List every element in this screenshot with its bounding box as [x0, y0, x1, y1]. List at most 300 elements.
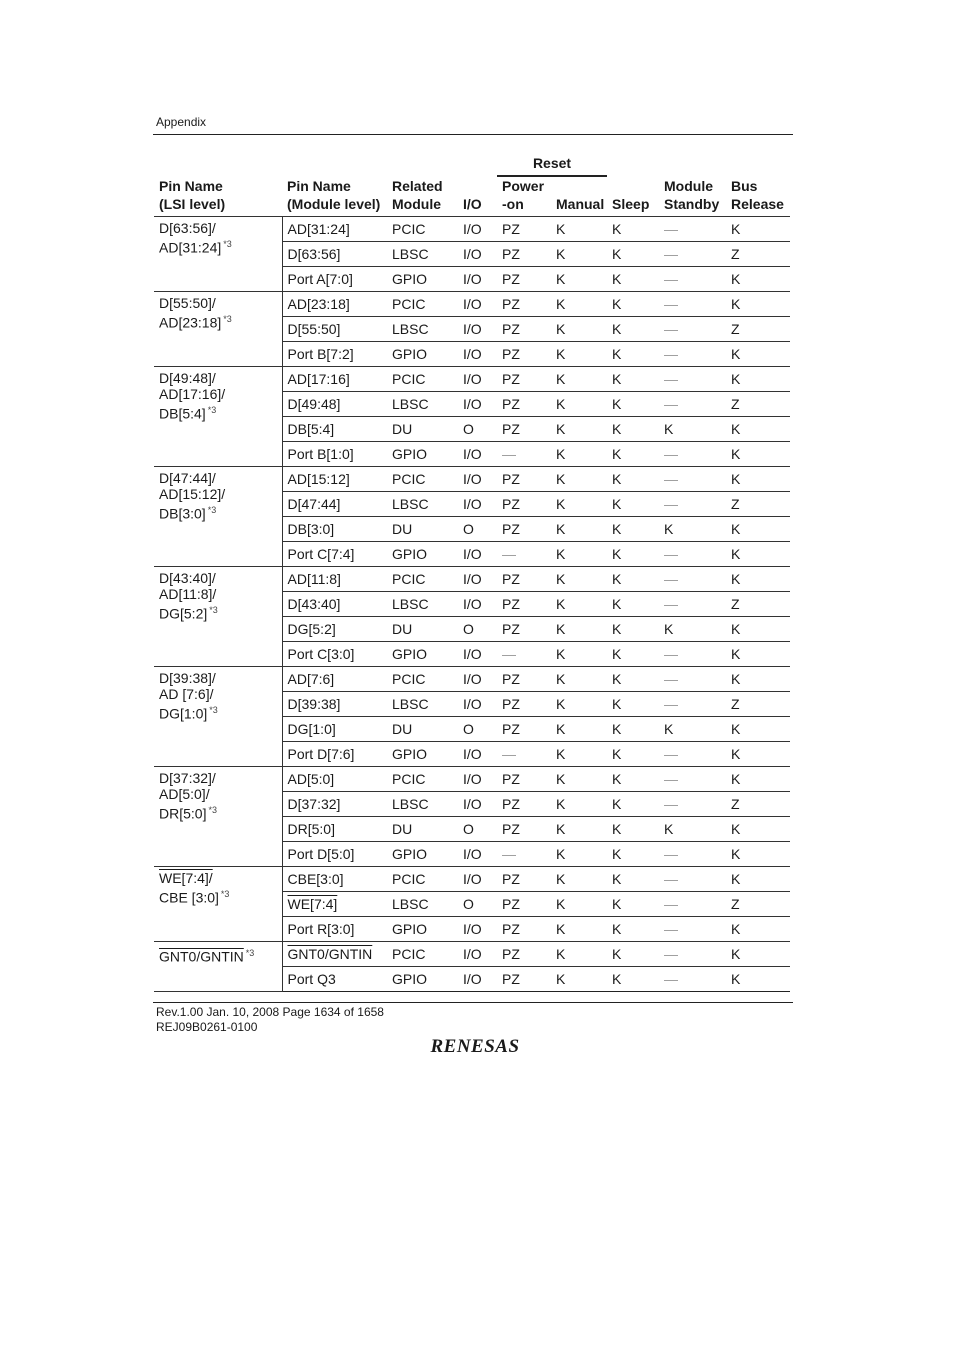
io-cell: I/O [458, 917, 497, 942]
power-on-cell: PZ [497, 217, 551, 242]
power-on-cell: — [497, 542, 551, 567]
sleep-cell: K [607, 267, 659, 292]
power-on-cell: — [497, 742, 551, 767]
reset-group-header: Reset [497, 154, 607, 177]
related-module-cell: GPIO [387, 542, 458, 567]
io-cell: I/O [458, 442, 497, 467]
module-standby-cell: — [659, 367, 726, 392]
col-io: I/O [458, 177, 497, 217]
related-module-cell: LBSC [387, 692, 458, 717]
pin-lsi-cell [154, 217, 282, 292]
pin-module-cell: CBE[3:0] [282, 867, 387, 892]
sleep-cell: K [607, 717, 659, 742]
io-cell: I/O [458, 492, 497, 517]
module-standby-cell: — [659, 267, 726, 292]
related-module-cell: LBSC [387, 242, 458, 267]
footnote-marker: *3 [207, 405, 217, 415]
sleep-cell: K [607, 292, 659, 317]
pin-lsi-line: AD [7:6]/ [159, 686, 214, 702]
sleep-cell: K [607, 317, 659, 342]
io-cell: I/O [458, 217, 497, 242]
power-on-cell: — [497, 442, 551, 467]
sleep-cell: K [607, 642, 659, 667]
sleep-cell: K [607, 342, 659, 367]
io-cell: I/O [458, 542, 497, 567]
power-on-cell: PZ [497, 317, 551, 342]
related-module-cell: GPIO [387, 967, 458, 992]
manual-cell: K [551, 792, 607, 817]
pin-lsi-line: AD[15:12]/ [159, 486, 226, 502]
module-standby-cell: — [659, 942, 726, 967]
sleep-cell: K [607, 792, 659, 817]
power-on-cell: PZ [497, 292, 551, 317]
manual-cell: K [551, 717, 607, 742]
io-cell: I/O [458, 467, 497, 492]
manual-cell: K [551, 742, 607, 767]
power-on-cell: PZ [497, 267, 551, 292]
manual-cell: K [551, 467, 607, 492]
module-standby-cell: — [659, 492, 726, 517]
pin-lsi-line: D[47:44]/ [159, 470, 216, 486]
power-on-cell: PZ [497, 792, 551, 817]
table-row [154, 292, 790, 317]
manual-cell: K [551, 417, 607, 442]
io-cell: O [458, 892, 497, 917]
module-standby-cell: — [659, 967, 726, 992]
bus-release-cell: K [726, 842, 790, 867]
bus-release-cell: Z [726, 792, 790, 817]
footnote-marker: *3 [245, 948, 255, 958]
related-module-cell: PCIC [387, 667, 458, 692]
pin-function-table [154, 154, 790, 992]
related-module-cell: LBSC [387, 317, 458, 342]
sleep-cell: K [607, 917, 659, 942]
power-on-cell: PZ [497, 417, 551, 442]
module-standby-cell: — [659, 792, 726, 817]
module-standby-cell: K [659, 617, 726, 642]
sleep-cell: K [607, 492, 659, 517]
power-on-cell: PZ [497, 592, 551, 617]
bus-release-cell: Z [726, 317, 790, 342]
pin-module-cell: AD[17:16] [282, 367, 387, 392]
manual-cell: K [551, 392, 607, 417]
pin-lsi-cell [154, 467, 282, 567]
related-module-cell: LBSC [387, 792, 458, 817]
io-cell: I/O [458, 292, 497, 317]
footer [156, 1005, 384, 1035]
related-module-cell: DU [387, 617, 458, 642]
io-cell: I/O [458, 842, 497, 867]
power-on-cell: PZ [497, 567, 551, 592]
manual-cell: K [551, 617, 607, 642]
bus-release-cell: Z [726, 692, 790, 717]
pin-lsi-line: DG[5:2] [159, 605, 208, 622]
footnote-marker: *3 [209, 705, 218, 715]
manual-cell: K [551, 242, 607, 267]
power-on-cell: PZ [497, 942, 551, 967]
module-standby-cell: — [659, 442, 726, 467]
header-row-reset [154, 154, 790, 177]
pin-module-cell: AD[15:12] [282, 467, 387, 492]
pin-module-cell: Port R[3:0] [282, 917, 387, 942]
pin-lsi-line: AD[23:18] [159, 314, 222, 331]
bus-release-cell: Z [726, 242, 790, 267]
bus-release-cell: K [726, 667, 790, 692]
module-standby-cell: K [659, 717, 726, 742]
pin-lsi-cell [154, 942, 282, 992]
table-row [154, 667, 790, 692]
pin-module-cell: Port B[1:0] [282, 442, 387, 467]
module-standby-cell: — [659, 342, 726, 367]
bus-release-cell: K [726, 767, 790, 792]
power-on-cell: — [497, 642, 551, 667]
pin-lsi-cell [154, 767, 282, 867]
io-cell: O [458, 817, 497, 842]
table-row [154, 567, 790, 592]
manual-cell: K [551, 817, 607, 842]
manual-cell: K [551, 292, 607, 317]
pin-module-cell: Port C[7:4] [282, 542, 387, 567]
pin-module-cell: GNT0/GNTIN [282, 942, 387, 967]
related-module-cell: PCIC [387, 367, 458, 392]
manual-cell: K [551, 642, 607, 667]
sleep-cell: K [607, 567, 659, 592]
io-cell: I/O [458, 367, 497, 392]
manual-cell: K [551, 542, 607, 567]
sleep-cell: K [607, 467, 659, 492]
pin-lsi-line: DR[5:0] [159, 805, 207, 822]
footer-document-number: REJ09B0261-0100 [156, 1020, 258, 1034]
related-module-cell: DU [387, 517, 458, 542]
pin-module-cell: DB[5:4] [282, 417, 387, 442]
footer-rule [153, 1002, 793, 1003]
pin-lsi-line: DG[1:0] [159, 705, 208, 722]
pin-module-cell: AD[23:18] [282, 292, 387, 317]
io-cell: I/O [458, 767, 497, 792]
sleep-cell: K [607, 667, 659, 692]
module-standby-cell: — [659, 392, 726, 417]
pin-module-cell: Port C[3:0] [282, 642, 387, 667]
table-row [154, 767, 790, 792]
manual-cell: K [551, 317, 607, 342]
sleep-cell: K [607, 442, 659, 467]
power-on-cell: PZ [497, 867, 551, 892]
io-cell: I/O [458, 792, 497, 817]
bus-release-cell: Z [726, 892, 790, 917]
module-standby-cell: — [659, 767, 726, 792]
related-module-cell: DU [387, 417, 458, 442]
manual-cell: K [551, 492, 607, 517]
related-module-cell: LBSC [387, 392, 458, 417]
pin-lsi-line: D[63:56]/ [159, 220, 216, 236]
bus-release-cell: Z [726, 592, 790, 617]
bus-release-cell: K [726, 967, 790, 992]
footnote-marker: *3 [208, 805, 217, 815]
header-rule [153, 134, 793, 135]
module-standby-cell: — [659, 642, 726, 667]
pin-module-cell: WE[7:4] [282, 892, 387, 917]
pin-lsi-cell [154, 667, 282, 767]
related-module-cell: LBSC [387, 892, 458, 917]
pin-module-cell: D[55:50] [282, 317, 387, 342]
bus-release-cell: K [726, 617, 790, 642]
io-cell: O [458, 417, 497, 442]
col-bus-release: Bus Release [726, 177, 790, 217]
related-module-cell: GPIO [387, 442, 458, 467]
module-standby-cell: — [659, 567, 726, 592]
related-module-cell: PCIC [387, 467, 458, 492]
power-on-cell: PZ [497, 717, 551, 742]
power-on-cell: — [497, 842, 551, 867]
manual-cell: K [551, 842, 607, 867]
io-cell: I/O [458, 392, 497, 417]
pin-module-cell: Port B[7:2] [282, 342, 387, 367]
power-on-cell: PZ [497, 817, 551, 842]
bus-release-cell: K [726, 942, 790, 967]
io-cell: O [458, 517, 497, 542]
table-row [154, 467, 790, 492]
module-standby-cell: K [659, 417, 726, 442]
module-standby-cell: — [659, 217, 726, 242]
related-module-cell: PCIC [387, 567, 458, 592]
pin-lsi-line: AD[5:0]/ [159, 786, 210, 802]
table-body [154, 217, 790, 992]
power-on-cell: PZ [497, 392, 551, 417]
pin-lsi-cell [154, 867, 282, 942]
module-standby-cell: — [659, 317, 726, 342]
bus-release-cell: Z [726, 492, 790, 517]
pin-lsi-cell [154, 367, 282, 467]
pin-module-cell: D[49:48] [282, 392, 387, 417]
io-cell: I/O [458, 342, 497, 367]
pin-module-cell: DG[1:0] [282, 717, 387, 742]
module-standby-cell: — [659, 892, 726, 917]
sleep-cell: K [607, 892, 659, 917]
col-manual: Manual [551, 177, 607, 217]
bus-release-cell: K [726, 742, 790, 767]
power-on-cell: PZ [497, 767, 551, 792]
sleep-cell: K [607, 242, 659, 267]
module-standby-cell: K [659, 817, 726, 842]
bus-release-cell: K [726, 292, 790, 317]
sleep-cell: K [607, 817, 659, 842]
related-module-cell: PCIC [387, 942, 458, 967]
bus-release-cell: K [726, 867, 790, 892]
table-row [154, 867, 790, 892]
power-on-cell: PZ [497, 367, 551, 392]
pin-lsi-cell [154, 567, 282, 667]
pin-module-cell: DR[5:0] [282, 817, 387, 842]
bus-release-cell: K [726, 267, 790, 292]
io-cell: I/O [458, 267, 497, 292]
footnote-marker: *3 [223, 239, 232, 249]
pin-module-cell: D[63:56] [282, 242, 387, 267]
footnote-marker: *3 [220, 889, 230, 899]
related-module-cell: GPIO [387, 917, 458, 942]
manual-cell: K [551, 967, 607, 992]
pin-module-cell: Port Q3 [282, 967, 387, 992]
sleep-cell: K [607, 542, 659, 567]
manual-cell: K [551, 567, 607, 592]
manual-cell: K [551, 592, 607, 617]
bus-release-cell: K [726, 817, 790, 842]
sleep-cell: K [607, 867, 659, 892]
pin-module-cell: D[37:32] [282, 792, 387, 817]
power-on-cell: PZ [497, 892, 551, 917]
sleep-cell: K [607, 392, 659, 417]
pin-lsi-line: AD[11:8]/ [159, 586, 217, 602]
bus-release-cell: K [726, 342, 790, 367]
io-cell: I/O [458, 667, 497, 692]
module-standby-cell: — [659, 692, 726, 717]
manual-cell: K [551, 892, 607, 917]
col-related-module: Related Module [387, 177, 458, 217]
power-on-cell: PZ [497, 667, 551, 692]
pin-module-cell: AD[5:0] [282, 767, 387, 792]
pin-lsi-line: CBE [3:0] [159, 889, 219, 906]
related-module-cell: LBSC [387, 492, 458, 517]
pin-module-cell: Port D[5:0] [282, 842, 387, 867]
pin-lsi-line: AD[31:24] [159, 239, 222, 256]
sleep-cell: K [607, 942, 659, 967]
manual-cell: K [551, 517, 607, 542]
module-standby-cell: — [659, 467, 726, 492]
sleep-cell: K [607, 617, 659, 642]
manual-cell: K [551, 267, 607, 292]
power-on-cell: PZ [497, 917, 551, 942]
manual-cell: K [551, 667, 607, 692]
logo-wordmark: RENESAS [430, 1036, 520, 1056]
module-standby-cell: — [659, 742, 726, 767]
io-cell: I/O [458, 742, 497, 767]
manual-cell: K [551, 867, 607, 892]
related-module-cell: DU [387, 717, 458, 742]
pin-lsi-line: GNT0/GNTIN [159, 948, 244, 965]
manual-cell: K [551, 442, 607, 467]
module-standby-cell: — [659, 867, 726, 892]
power-on-cell: PZ [497, 342, 551, 367]
power-on-cell: PZ [497, 692, 551, 717]
pin-lsi-line: DB[5:4] [159, 405, 206, 422]
table-row [154, 367, 790, 392]
bus-release-cell: K [726, 442, 790, 467]
bus-release-cell: K [726, 567, 790, 592]
related-module-cell: GPIO [387, 842, 458, 867]
sleep-cell: K [607, 517, 659, 542]
sleep-cell: K [607, 367, 659, 392]
renesas-logo [415, 1036, 535, 1056]
io-cell: I/O [458, 967, 497, 992]
bus-release-cell: K [726, 717, 790, 742]
manual-cell: K [551, 217, 607, 242]
related-module-cell: PCIC [387, 217, 458, 242]
sleep-cell: K [607, 842, 659, 867]
footnote-marker: *3 [223, 314, 232, 324]
col-module-standby: Module Standby [659, 177, 726, 217]
pin-lsi-cell [154, 292, 282, 367]
manual-cell: K [551, 692, 607, 717]
module-standby-cell: — [659, 842, 726, 867]
pin-lsi-line: AD[17:16]/ [159, 386, 226, 402]
table-row [154, 217, 790, 242]
module-standby-cell: — [659, 592, 726, 617]
module-standby-cell: K [659, 517, 726, 542]
related-module-cell: GPIO [387, 342, 458, 367]
power-on-cell: PZ [497, 617, 551, 642]
power-on-cell: PZ [497, 967, 551, 992]
footer-revision: Rev.1.00 Jan. 10, 2008 Page 1634 of 1658 [156, 1005, 384, 1019]
io-cell: I/O [458, 942, 497, 967]
module-standby-cell: — [659, 917, 726, 942]
pin-module-cell: D[43:40] [282, 592, 387, 617]
bus-release-cell: K [726, 517, 790, 542]
module-standby-cell: — [659, 242, 726, 267]
running-header: Appendix [156, 115, 207, 129]
related-module-cell: LBSC [387, 592, 458, 617]
related-module-cell: PCIC [387, 867, 458, 892]
pin-module-cell: AD[11:8] [282, 567, 387, 592]
sleep-cell: K [607, 742, 659, 767]
power-on-cell: PZ [497, 517, 551, 542]
module-standby-cell: — [659, 667, 726, 692]
col-pin-lsi: Pin Name (LSI level) [154, 177, 282, 217]
module-standby-cell: — [659, 292, 726, 317]
col-power-on: Power -on [497, 177, 551, 217]
io-cell: I/O [458, 692, 497, 717]
bus-release-cell: K [726, 417, 790, 442]
sleep-cell: K [607, 967, 659, 992]
manual-cell: K [551, 767, 607, 792]
pin-lsi-line: D[37:32]/ [159, 770, 216, 786]
manual-cell: K [551, 342, 607, 367]
pin-module-cell: AD[31:24] [282, 217, 387, 242]
bus-release-cell: K [726, 467, 790, 492]
power-on-cell: PZ [497, 467, 551, 492]
bus-release-cell: K [726, 642, 790, 667]
footnote-marker: *3 [207, 505, 217, 515]
bus-release-cell: K [726, 542, 790, 567]
footnote-marker: *3 [209, 605, 218, 615]
io-cell: I/O [458, 317, 497, 342]
header-row-columns [154, 177, 790, 217]
io-cell: I/O [458, 592, 497, 617]
pin-module-cell: AD[7:6] [282, 667, 387, 692]
pin-module-cell: DB[3:0] [282, 517, 387, 542]
pin-module-cell: DG[5:2] [282, 617, 387, 642]
pin-lsi-line: DB[3:0] [159, 505, 206, 522]
sleep-cell: K [607, 767, 659, 792]
related-module-cell: GPIO [387, 742, 458, 767]
sleep-cell: K [607, 592, 659, 617]
pin-module-cell: D[47:44] [282, 492, 387, 517]
pin-lsi-line: D[49:48]/ [159, 370, 216, 386]
col-sleep: Sleep [607, 177, 659, 217]
sleep-cell: K [607, 217, 659, 242]
sleep-cell: K [607, 692, 659, 717]
pin-module-cell: Port D[7:6] [282, 742, 387, 767]
pin-module-cell: D[39:38] [282, 692, 387, 717]
related-module-cell: GPIO [387, 267, 458, 292]
io-cell: I/O [458, 242, 497, 267]
table-row [154, 942, 790, 967]
sleep-cell: K [607, 417, 659, 442]
bus-release-cell: K [726, 917, 790, 942]
pin-lsi-line: D[43:40]/ [159, 570, 216, 586]
related-module-cell: DU [387, 817, 458, 842]
module-standby-cell: — [659, 542, 726, 567]
io-cell: I/O [458, 642, 497, 667]
io-cell: I/O [458, 867, 497, 892]
